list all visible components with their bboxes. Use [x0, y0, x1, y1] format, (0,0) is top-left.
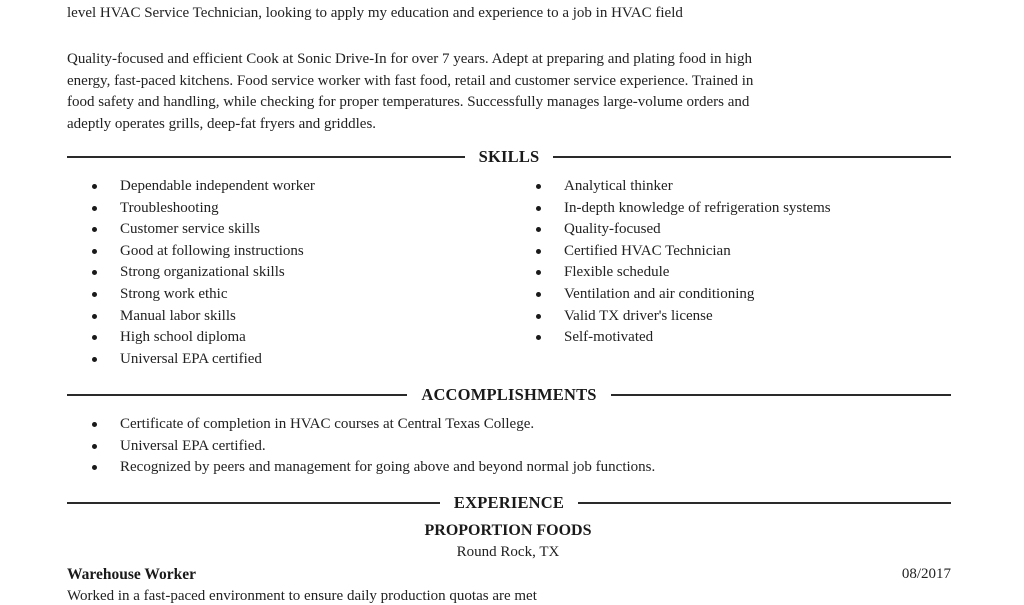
heading-rule-right — [578, 502, 951, 504]
list-item: Quality-focused — [533, 219, 831, 241]
summary-line: food safety and handling, while checking for proper temperatures. Successfully manages large-volume orders and — [67, 94, 750, 110]
list-item: Analytical thinker — [533, 176, 831, 198]
list-item: Flexible schedule — [533, 262, 831, 284]
accomplishments-list — [89, 414, 655, 479]
experience-heading-title: EXPERIENCE — [453, 493, 565, 512]
list-item: Self-motivated — [533, 327, 831, 349]
list-item: Universal EPA certified — [89, 349, 315, 371]
list-item: Troubleshooting — [89, 198, 315, 220]
heading-rule-left — [67, 156, 465, 158]
job-description: Worked in a fast-paced environment to ensure daily production quotas are met — [67, 588, 537, 604]
job-date: 08/2017 — [901, 566, 951, 582]
list-item: Certificate of completion in HVAC courses at Central Texas College. — [89, 414, 655, 436]
list-item: Certified HVAC Technician — [533, 241, 831, 263]
list-item: Manual labor skills — [89, 306, 315, 328]
list-item: Strong organizational skills — [89, 262, 315, 284]
objective-text — [67, 3, 957, 25]
skills-list-right — [533, 176, 831, 349]
list-item: High school diploma — [89, 327, 315, 349]
objective-line: level HVAC Service Technician, looking to apply my education and experience to a job in HVAC field — [67, 5, 683, 21]
list-item: Dependable independent worker — [89, 176, 315, 198]
list-item: Ventilation and air conditioning — [533, 284, 831, 306]
summary-line: adeptly operates grills, deep-fat fryers and griddles. — [67, 115, 377, 132]
company-name: PROPORTION FOODS — [424, 522, 592, 539]
list-item: Strong work ethic — [89, 284, 315, 306]
list-item: Customer service skills — [89, 219, 315, 241]
experience-heading — [67, 492, 951, 514]
heading-rule-left — [67, 502, 440, 504]
heading-rule-right — [611, 394, 951, 396]
list-item: Good at following instructions — [89, 241, 315, 263]
summary-line: energy, fast-paced kitchens. Food service worker with fast food, retail and customer service experience. Trained in — [67, 72, 754, 89]
summary-paragraph — [67, 49, 957, 135]
accomplishments-heading-title: ACCOMPLISHMENTS — [421, 385, 597, 404]
list-item: Universal EPA certified. — [89, 436, 655, 458]
skills-heading-title: SKILLS — [478, 147, 540, 166]
company-location: Round Rock, TX — [456, 544, 560, 560]
heading-rule-left — [67, 394, 407, 396]
list-item: Valid TX driver's license — [533, 306, 831, 328]
job-title: Warehouse Worker — [67, 566, 197, 583]
heading-rule-right — [553, 156, 951, 158]
list-item: In-depth knowledge of refrigeration systems — [533, 198, 831, 220]
list-item: Recognized by peers and management for going above and beyond normal job functions. — [89, 457, 655, 479]
skills-heading — [67, 146, 951, 168]
summary-line: Quality-focused and efficient Cook at Sonic Drive-In for over 7 years. Adept at preparing and plating food in high — [67, 51, 752, 67]
accomplishments-heading — [67, 384, 951, 406]
skills-list-left — [89, 176, 315, 370]
